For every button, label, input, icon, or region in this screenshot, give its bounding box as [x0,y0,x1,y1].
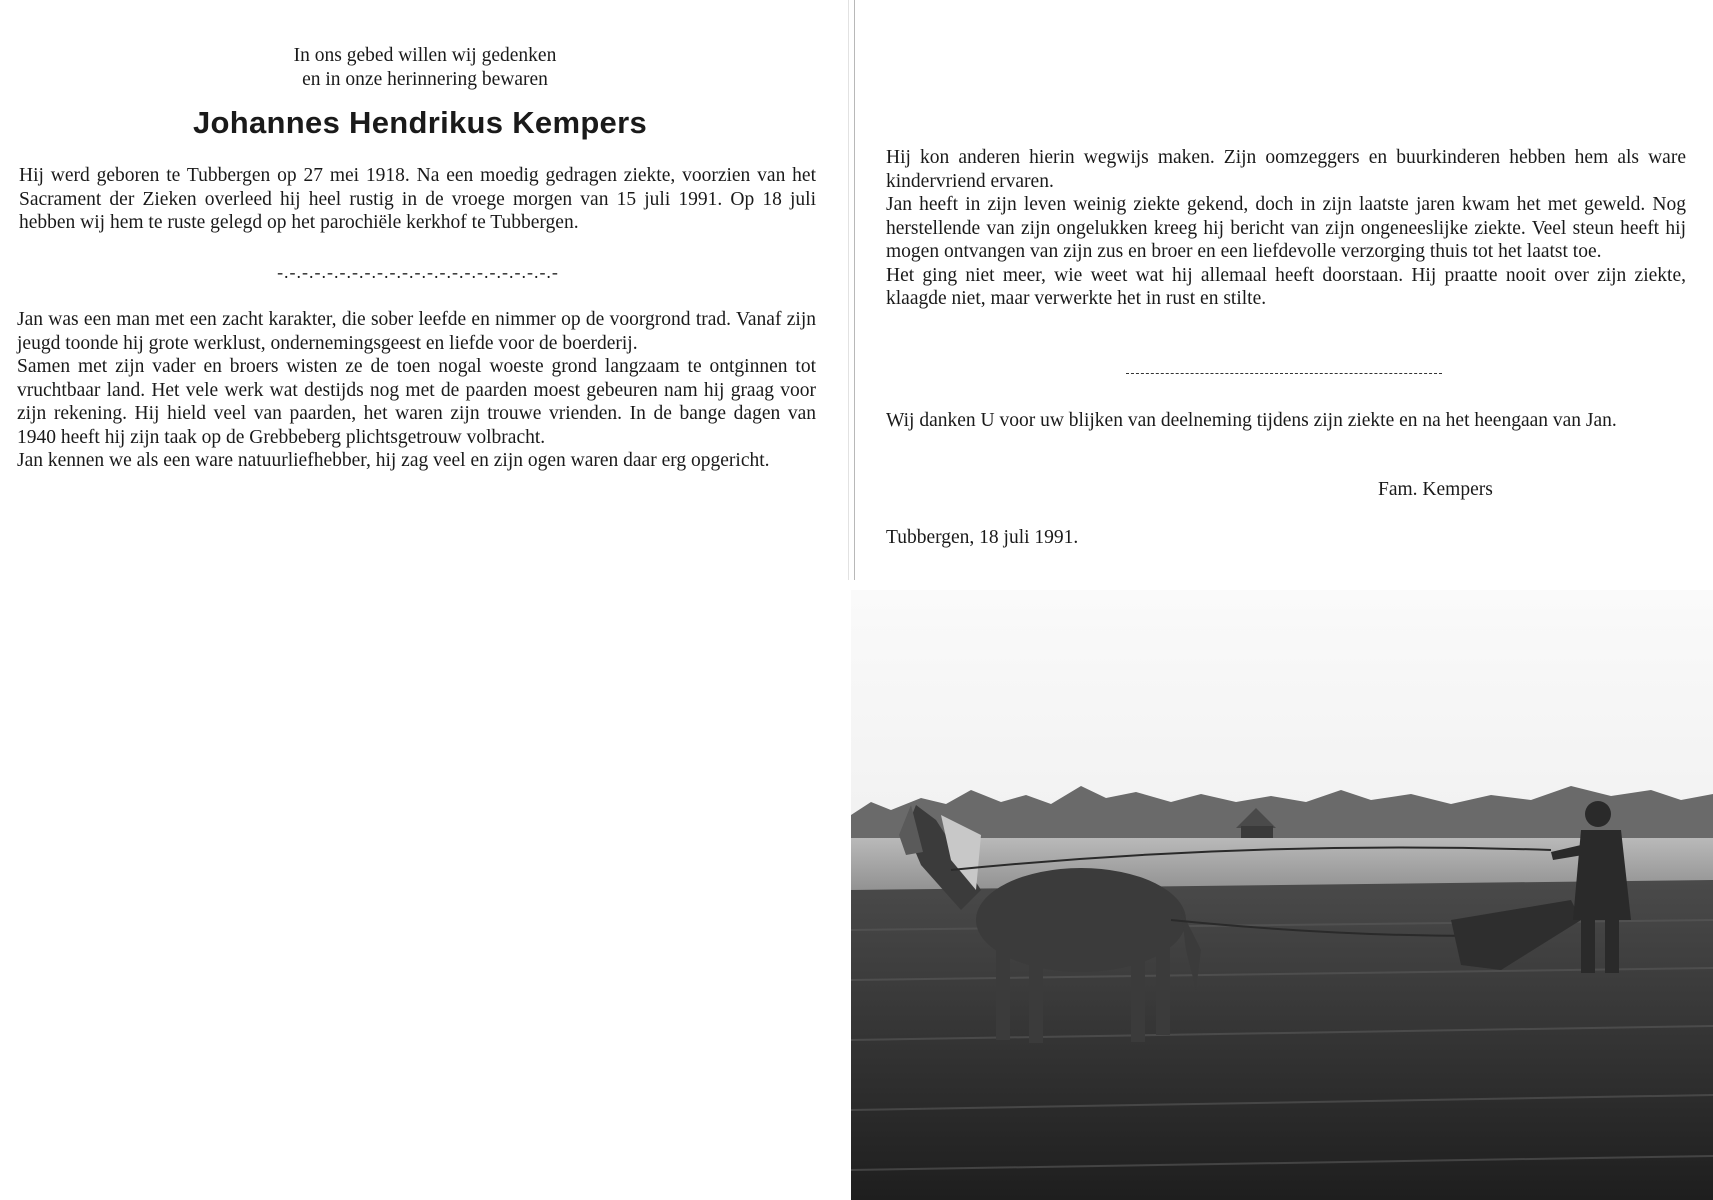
body-paragraph: Jan was een man met een zacht karakter, die sober leefde en nimmer op de voorgrond trad. Vanaf zijn jeugd toonde hij grote werklust, ondernemingsgeest en liefde voor de boerderij. [17,309,816,354]
fold-line [854,0,855,580]
body-paragraph: Jan kennen we als een ware natuurliefhebber, hij zag veel en zijn ogen waren daar erg opgericht. [17,450,770,471]
body-paragraph: Het ging niet meer, wie weet wat hij allemaal heeft doorstaan. Hij praatte nooit over zijn ziekte, klaagde niet, maar verwerkte het in rust en stilte. [886,264,1686,309]
body-paragraph: Samen met zijn vader en broers wisten ze de toen nogal woeste grond langzaam te ontginnen tot vruchtbaar land. Het vele werk wat destijds nog met de paarden moest gebeuren nam hij graag voor zijn rekening. Hij hield veel van paarden, het waren zijn trouwe vrienden. In de bange dagen van 1940 heeft hij zijn taak op de Grebbeberg plichtsgetrouw volbracht. [17,356,816,448]
thanks-paragraph [886,409,1686,433]
dash-separator: -.-.-.-.-.-.-.-.-.-.-.-.-.-.-.-.-.-.-.-.-.-.- [277,262,559,282]
body-paragraph: Jan heeft in zijn leven weinig ziekte gekend, doch in zijn laatste jaren kwam het met geweld. Nog herstellende van zijn ongelukken kreeg hij bericht van zijn ongeneeslijke ziekte. Veel steun heeft hij mogen ontvangen van zijn zus en broer en een liefdevolle verzorging thuis tot het laatst toe. [886,194,1686,262]
place-date: Tubbergen, 18 juli 1991. [886,527,1079,548]
birth-text: Hij werd geboren te Tubbergen op 27 mei 1918. Na een moedig gedragen ziekte, voorzien van het Sacrament der Zieken overleed hij heel rustig in de vroege morgen van 15 juli 1991. Op 18 juli hebben wij hem te ruste gelegd op het parochiële kerkhof te Tubbergen. [19,165,816,233]
intro-line-1: In ons gebed willen wij gedenken [293,45,557,66]
deceased-name: Johannes Hendrikus Kempers [193,105,647,140]
right-body [886,146,1686,311]
family-signature: Fam. Kempers [1378,479,1493,500]
plowing-photo [851,590,1713,1200]
body-paragraph: Hij kon anderen hierin wegwijs maken. Zijn oomzeggers en buurkinderen hebben hem als ware kindervriend ervaren. [886,147,1686,192]
intro-text [0,44,850,92]
birth-paragraph [19,164,816,235]
thanks-text: Wij danken U voor uw blijken van deelneming tijdens zijn ziekte en na het heengaan van Jan. [886,410,1617,431]
intro-line-2: en in onze herinnering bewaren [302,69,548,90]
left-body [17,308,816,473]
separator-rule [1126,373,1442,374]
